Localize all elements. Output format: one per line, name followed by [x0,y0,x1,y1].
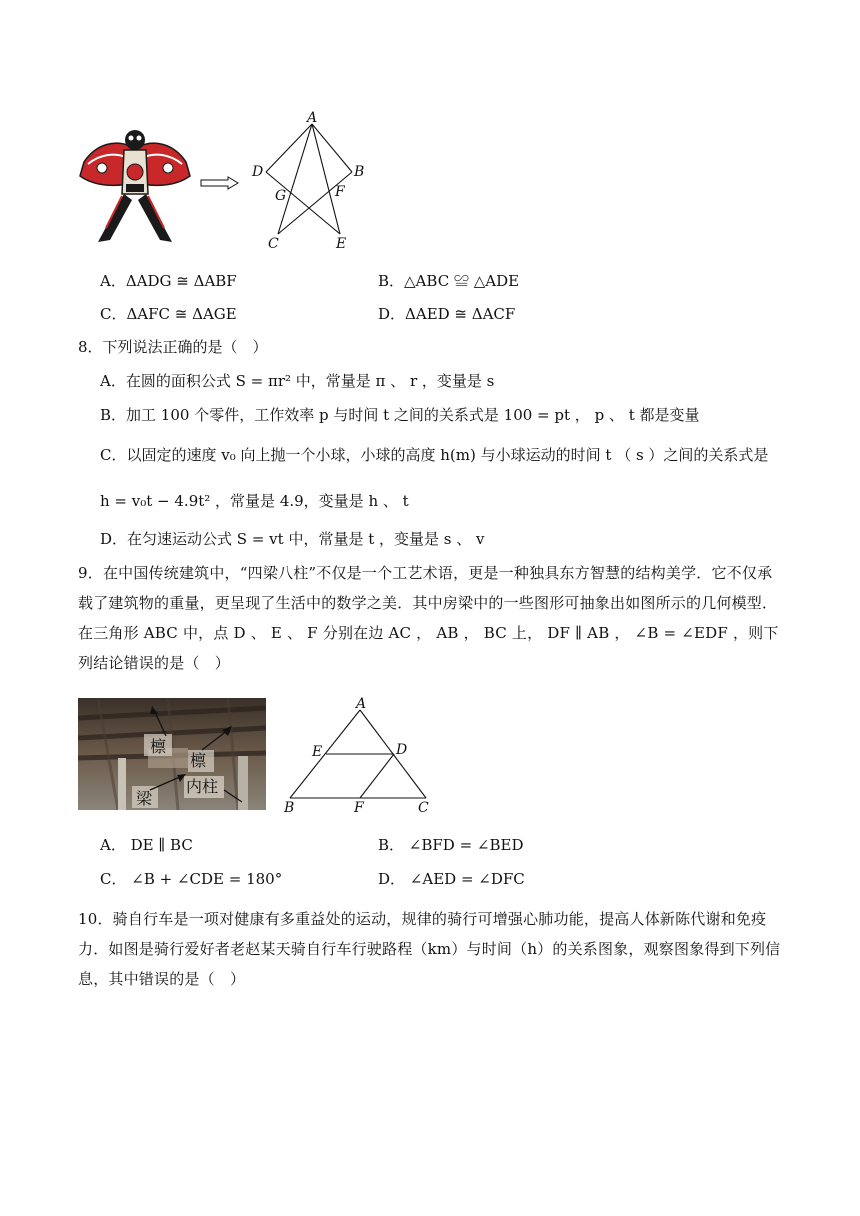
label-c: C [268,236,279,252]
q7-option-c[interactable]: C．ΔAFC ≅ ΔAGE [100,305,237,323]
label-b: B [284,800,295,816]
label-a: A [356,696,367,712]
q7-option-d[interactable]: D．ΔAED ≅ ΔACF [378,305,516,323]
q9-option-b[interactable]: B． ∠BFD = ∠BED [378,836,524,854]
label-d: D [396,742,408,758]
geometry-figure-q7 [248,110,378,256]
label-e: E [336,236,347,252]
q8-option-c-line2: h = v₀t − 4.9t² ，常量是 4.9，变量是 h 、 t [100,492,409,510]
label-g: G [275,188,287,204]
q10-stem: 10．骑自行车是一项对健康有多重益处的运动，规律的骑行可增强心肺功能，提高人体新陈代谢和免疫力．如图是骑行爱好者老赵某天骑自行车行驶路程（km）与时间（h）的关系图象，观察图象得到下列信息，其中错误的是（ ） [78,910,781,988]
q8-option-c-line1[interactable]: C．以固定的速度 v₀ 向上抛一个小球，小球的高度 h(m) 与小球运动的时间 t （ s ）之间的关系式是 [100,446,769,464]
photo-label-beam: 梁 [136,789,153,808]
q7-option-b[interactable]: B．△ABC ≌ △ADE [378,272,520,290]
geometry-figure-q9 [282,696,442,822]
label-a: A [307,110,318,126]
q8-option-b[interactable]: B．加工 100 个零件，工作效率 p 与时间 t 之间的关系式是 100 = pt ， p 、 t 都是变量 [100,406,700,424]
kite-image [76,124,194,244]
label-b: B [354,164,365,180]
q8-option-d[interactable]: D．在匀速运动公式 S = vt 中，常量是 t ，变量是 s 、 v [100,530,485,548]
label-c: C [418,800,429,816]
photo-label-inner-pillar: 内柱 [186,777,219,796]
q8-stem: 8．下列说法正确的是（ ） [78,338,268,356]
photo-label-purlin-2: 檩 [190,751,207,770]
q9-stem: 9．在中国传统建筑中，“四梁八柱”不仅是一个工艺术语，更是一种独具东方智慧的结构美学．它不仅承载了建筑物的重量，更呈现了生活中的数学之美．其中房梁中的一些图形可抽象出如图所示的几何模型．在三角形 ABC 中，点 D 、 E 、 F 分别在边 AC ， AB ， BC 上， DF ∥ AB ， ∠B = ∠EDF ，则下列结论错误的是（ ） [78,564,779,672]
label-f: F [354,800,364,816]
q7-option-a[interactable]: A．ΔADG ≅ ΔABF [100,272,237,290]
arrow-icon [200,176,240,194]
photo-label-purlin-1: 檩 [150,737,167,756]
q8-option-a[interactable]: A．在圆的面积公式 S = πr² 中，常量是 π 、 r ，变量是 s [100,372,495,390]
label-e: E [312,744,323,760]
q9-option-d[interactable]: D． ∠AED = ∠DFC [378,870,525,888]
q9-option-a[interactable]: A． DE ∥ BC [100,836,193,854]
architecture-photo [78,698,266,810]
label-d: D [252,164,264,180]
q9-option-c[interactable]: C． ∠B + ∠CDE = 180° [100,870,283,888]
label-f: F [335,184,345,200]
